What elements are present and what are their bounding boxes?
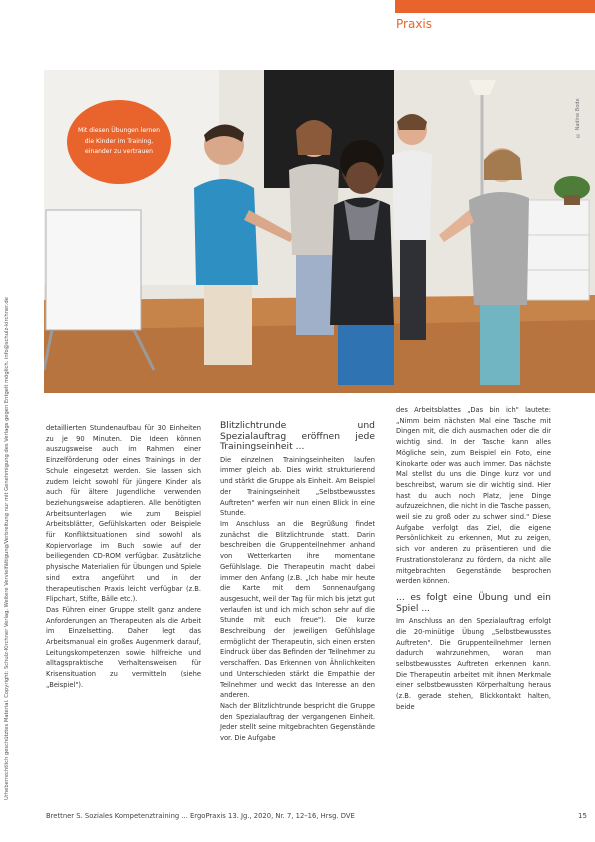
page-number: 15 <box>578 812 587 820</box>
paragraph: des Arbeitsblattes „Das bin ich" lautete: „Nimm beim nächsten Mal eine Tasche mit Dingen mit, die dich ausmachen oder die dir wichtig sind. In der Tasche kann alles Mögliche sein, zum Beispiel ein Foto, eine Kinokarte oder was auch immer. Das nächste Mal stellst du uns die Dinge kurz vor und beschreibst, warum sie dir wichtig sind. Hier hast du auch noch Platz, jene Dinge aufzuzeichnen, die nicht in die Tasche passen, weil sie zu groß oder zu schwer sind." Diese Aufgabe verfolgt das Ziel, die eigene Persönlichkeit zu erkennen, Mut zu zeigen, sich vor anderen zu präsentieren und die Frustrationstoleranz zu fördern, da nicht alle mitgebrachten Gegenstände besprochen werden können. <box>396 406 551 586</box>
column-1 <box>46 423 201 691</box>
paragraph: Das Führen einer Gruppe stellt ganz andere Anforderungen an Therapeuten als die Arbeit im Einzelsetting. Daher legt das Arbeitsmanual ein großes Augenmerk darauf, Leitungskompetenzen sowie hilfreiche und alltagspraktische Verhaltensweisen für Krisensituation zu vermitteln (siehe „Beispiel"). <box>46 605 201 689</box>
paragraph: Im Anschluss an den Spezialauftrag erfolgt die 20-minütige Übung „Selbstbewusstes Auftreten". Die Gruppenteilnehmer lernen dadurch wahrzunehmen, woran man selbstbewusstes Auftreten erkennen kann. Die Therapeutin arbeitet mit ihnen Merkmale einer selbstbewussten Körperhaltung heraus (z.B. gerade stehen, Blickkontakt halten, beide <box>396 617 551 711</box>
header-accent-bar <box>395 0 595 13</box>
section-label: Praxis <box>396 17 432 31</box>
photo-caption-bubble: Mit diesen Übungen lernen die Kinder im Training, einander zu vertrauen <box>67 100 171 184</box>
paragraph: detaillierten Stundenaufbau für 30 Einheiten zu je 90 Minuten. Die Ideen können auszugsweise auch im Rahmen einer Einzelförderung oder eines Trainings in der Schule eingesetzt werden. Sie lassen sich zudem leicht sowohl für jüngere Kinder als auch für ältere Jugendliche verwenden beziehungsweise adaptieren. Alle benötigten Arbeitsunterlagen wie zum Beispiel Arbeitsblätter, Gefühlskarten oder Beispiele für Konfliktsituationen sind sowohl als Kopiervorlage im Buch sowie auf der beiliegenden CD-ROM verfügbar. Zusätzliche physische Materialien für Übungen und Spiele sind extra angeführt und in der therapeutischen Praxis leicht verfügbar (z.B. Flipchart, Stifte, Bälle etc.). <box>46 424 201 604</box>
footer-citation: Brettner S. Soziales Kompetenztraining ... ErgoPraxis 13. Jg., 2020, Nr. 7, 12–16, Hrsg. DVE <box>46 812 355 820</box>
copyright-side-note: Urheberrechtlich geschütztes Material. Copyright: Schulz-Kirchner Verlag. Weitere Vervielfältigung/Verbreitung nur mit Genehmigung des Verlags gegen Entgelt möglich. info@schulz-kirchner.de <box>4 297 10 800</box>
paragraph: Im Anschluss an die Begrüßung findet zunächst die Blitzlichtrunde statt. Darin beschreiben die Gruppenteilnehmer anhand von Wetterkarten ihre momentane Gefühlslage. Die Therapeutin macht dabei immer den Anfang (z.B. „Ich habe mir heute die Karte mit dem Sonnenaufgang ausgesucht, weil der Tag für mich bis jetzt gut verlaufen ist und ich mich schon sehr auf die Stunde mit euch freue"). Die kurze Beschreibung der jeweiligen Gefühlslage ermöglicht der Therapeutin, sich einen ersten Eindruck über das Befinden der Teilnehmer zu verschaffen. Das Erkennen von Ähnlichkeiten und Unterschieden stärkt die Empathie der Teilnehmer und weckt das Interesse an den anderen. <box>220 520 375 700</box>
photo-credit: © Nadine Bode <box>575 98 581 138</box>
column-3 <box>396 405 551 712</box>
paragraph: Die einzelnen Trainingseinheiten laufen immer gleich ab. Dies wirkt strukturierend und stärkt die Gruppe als Einheit. Am Beispiel der Trainingseinheit „Selbstbewusstes Auftreten" werfen wir nun einen Blick in eine Stunde. <box>220 455 375 518</box>
section-heading: Blitzlichtrunde und Spezialauftrag eröffnen jede Trainingseinheit ... <box>220 420 375 453</box>
paragraph: Nach der Blitzlichtrunde bespricht die Gruppe den Spezialauftrag der vergangenen Einheit. Jeder stellt seine mitgebrachten Gegenstände vor. Die Aufgabe <box>220 701 375 743</box>
section-heading: ... es folgt eine Übung und ein Spiel ... <box>396 591 551 614</box>
column-2 <box>220 421 375 744</box>
